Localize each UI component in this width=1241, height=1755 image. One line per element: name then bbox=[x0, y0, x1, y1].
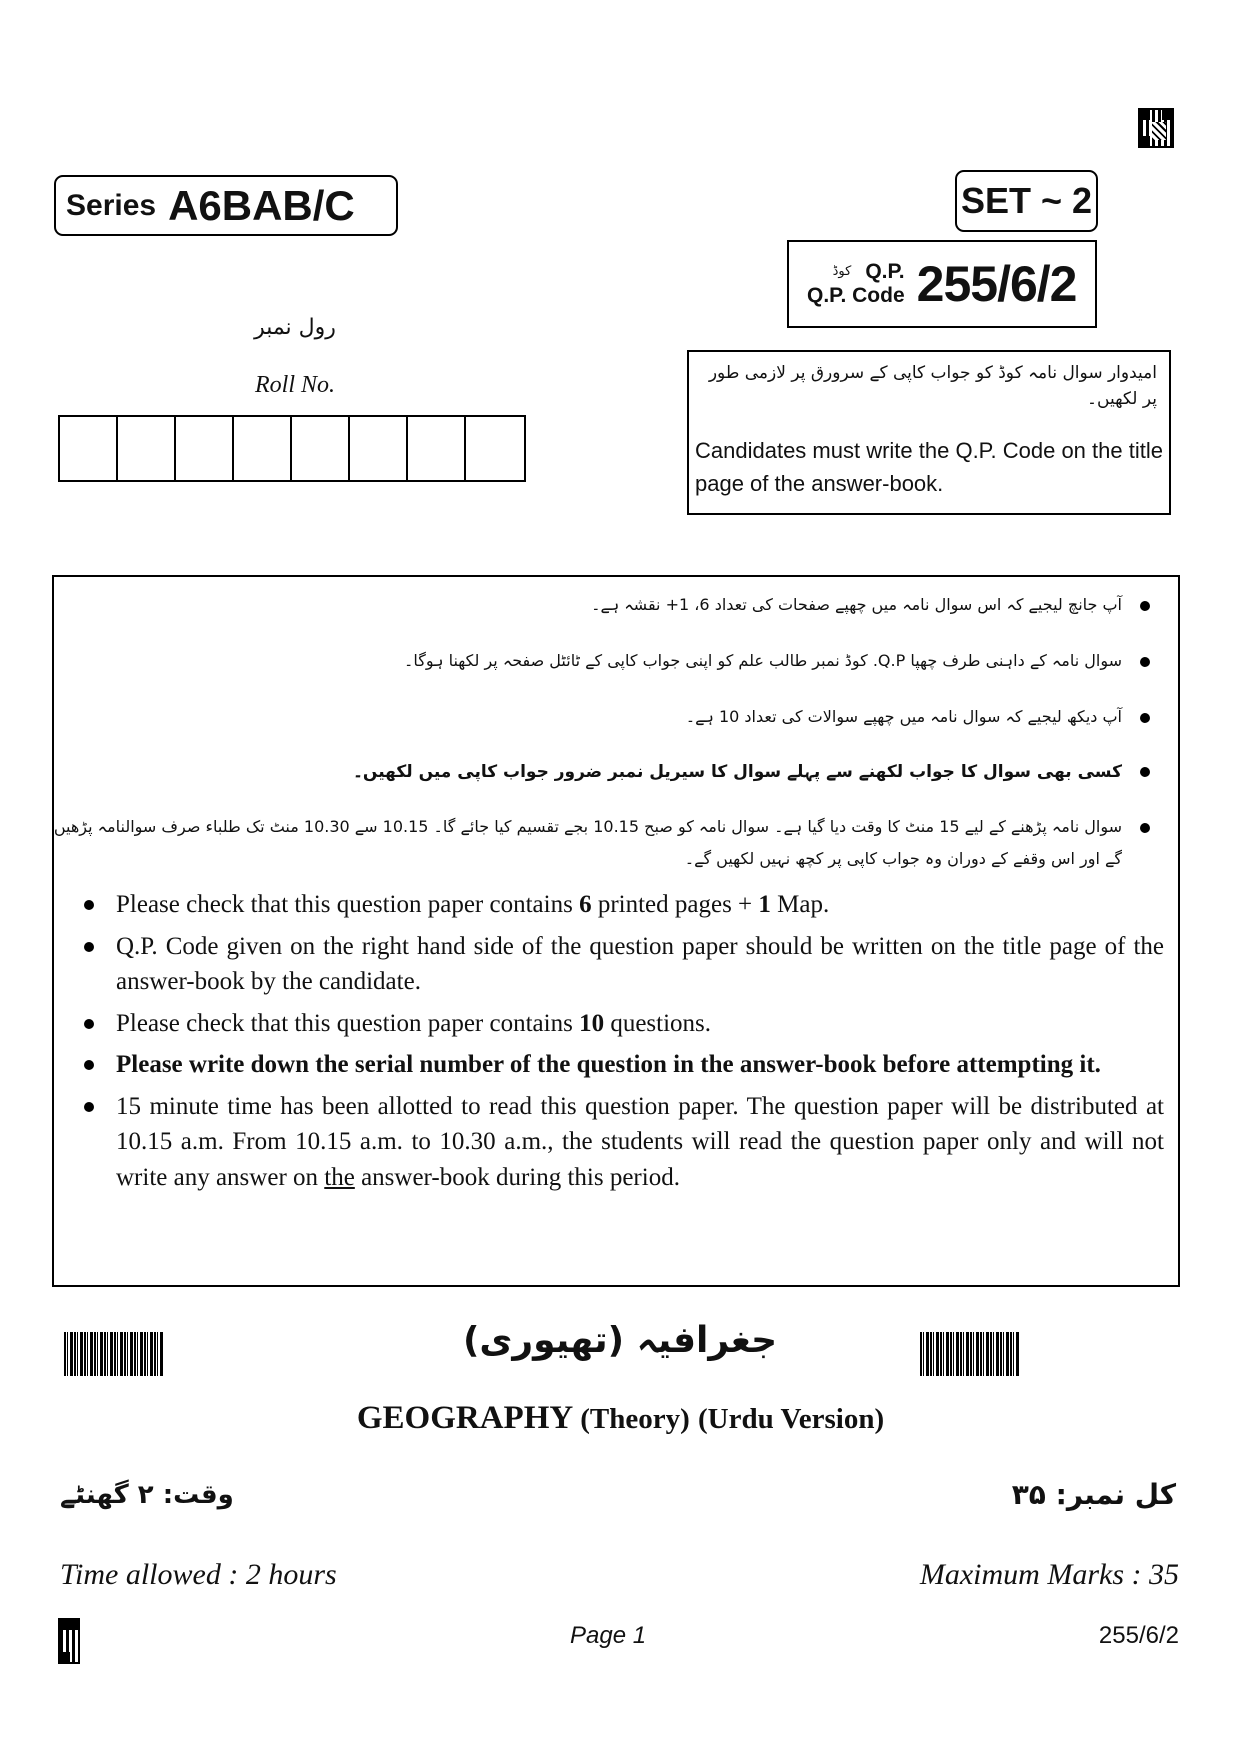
bullet-icon bbox=[1140, 601, 1150, 611]
candidate-notice-urdu: امیدوار سوال نامہ کوڈ کو جواب کاپی کے سرورق پر لازمی طور پر لکھیں۔ bbox=[708, 363, 1157, 409]
candidate-notice-english: Candidates must write the Q.P. Code on the title page of the answer-book. bbox=[695, 438, 1163, 496]
subject-title-urdu: جغرافیہ (تھیوری) bbox=[462, 1320, 778, 1361]
barcode-right bbox=[920, 1332, 1020, 1376]
subject-name: GEOGRAPHY bbox=[356, 1400, 572, 1436]
roll-cell[interactable] bbox=[234, 417, 292, 480]
roll-label-urdu: رول نمبر bbox=[254, 315, 336, 340]
qp-label-short: Q.P. bbox=[865, 260, 905, 283]
roll-cell[interactable] bbox=[60, 417, 118, 480]
english-instructions bbox=[84, 887, 1164, 1201]
max-marks: Maximum Marks : 35 bbox=[919, 1558, 1179, 1591]
instructions-box bbox=[52, 575, 1180, 1287]
roll-cell[interactable] bbox=[176, 417, 234, 480]
english-instruction-item: Please check that this question paper contains 6 printed pages + 1 Map. bbox=[84, 887, 1164, 923]
bullet-icon bbox=[1140, 767, 1150, 777]
bullet-icon bbox=[84, 1060, 94, 1070]
series-label: Series bbox=[66, 188, 157, 222]
roll-number-grid[interactable] bbox=[58, 415, 526, 482]
bullet-icon bbox=[1140, 657, 1150, 667]
candidate-notice-box bbox=[687, 350, 1171, 515]
urdu-instruction-item: سوال نامہ کے داہنی طرف چھپا Q.P. کوڈ نمبر طالب علم کو اپنی جواب کاپی کے ٹائٹل صفحہ پر لکھنا ہوگا۔ bbox=[404, 651, 1150, 670]
roll-cell[interactable] bbox=[408, 417, 466, 480]
roll-cell[interactable] bbox=[350, 417, 408, 480]
english-instruction-item-bold: Please write down the serial number of the question in the answer-book before attempting it. bbox=[84, 1047, 1164, 1083]
urdu-instruction-item-bold: کسی بھی سوال کا جواب لکھنے سے پہلے سوال کا سیریل نمبر ضرور جواب کاپی میں لکھیں۔ bbox=[353, 761, 1150, 782]
urdu-instruction-item: آپ دیکھ لیجیے کہ سوال نامہ میں چھپے سوالات کی تعداد 10 ہے۔ bbox=[686, 707, 1150, 726]
bullet-icon bbox=[84, 942, 94, 952]
qp-labels bbox=[807, 260, 905, 308]
max-marks-urdu: کل نمبر: ۳۵ bbox=[1011, 1478, 1176, 1511]
bullet-icon bbox=[1140, 713, 1150, 723]
roll-cell[interactable] bbox=[118, 417, 176, 480]
qp-code-box bbox=[787, 240, 1097, 328]
page-number: Page 1 bbox=[570, 1622, 647, 1649]
qp-label-urdu: کوڈ bbox=[832, 264, 852, 279]
bullet-icon bbox=[1140, 823, 1150, 833]
set-label: SET ~ 2 bbox=[960, 180, 1093, 221]
qr-code-bottom bbox=[58, 1618, 80, 1664]
urdu-instruction-continuation: گے اور اس وقفے کے دوران وہ جواب کاپی پر کچھ نہیں لکھیں گے۔ bbox=[684, 849, 1122, 868]
urdu-instruction-item: آپ جانچ لیجیے کہ اس سوال نامہ میں چھپے صفحات کی تعداد 6، 1+ نقشہ ہے۔ bbox=[591, 595, 1150, 614]
urdu-instruction-item: سوال نامہ پڑھنے کے لیے 15 منٹ کا وقت دیا گیا ہے۔ سوال نامہ کو صبح 10.15 بجے تقسیم کیا جائے گا۔ 10.15 سے 10.30 منٹ تک طلباء صرف سوالنامہ پڑھیں bbox=[54, 817, 1150, 836]
time-allowed: Time allowed : 2 hours bbox=[60, 1558, 337, 1591]
english-instruction-item: Q.P. Code given on the right hand side of the question paper should be written on the title page of the answer-book by the candidate. bbox=[84, 929, 1164, 1000]
roll-label: Roll No. bbox=[254, 372, 335, 398]
subject-title bbox=[0, 1400, 1241, 1437]
bullet-icon bbox=[84, 1102, 94, 1112]
subject-theory: (Theory) bbox=[580, 1403, 690, 1435]
qr-code-top bbox=[1138, 108, 1174, 148]
roll-cell[interactable] bbox=[292, 417, 350, 480]
set-box bbox=[955, 170, 1098, 232]
subject-version: (Urdu Version) bbox=[698, 1403, 885, 1435]
qp-code-number: 255/6/2 bbox=[916, 256, 1077, 312]
english-instruction-item: Please check that this question paper contains 10 questions. bbox=[84, 1006, 1164, 1042]
series-box bbox=[54, 175, 398, 236]
footer-qp-code: 255/6/2 bbox=[1098, 1622, 1179, 1649]
time-allowed-urdu: وقت: ۲ گھنٹے bbox=[60, 1480, 234, 1510]
qp-label-full: Q.P. Code bbox=[807, 284, 905, 307]
bullet-icon bbox=[84, 1019, 94, 1029]
roll-cell[interactable] bbox=[466, 417, 524, 480]
series-code: A6BAB/C bbox=[168, 181, 355, 229]
barcode-left bbox=[64, 1332, 164, 1376]
bullet-icon bbox=[84, 900, 94, 910]
english-instruction-item: 15 minute time has been allotted to read this question paper. The question paper will be distributed at 10.15 a.m. From 10.15 a.m. to 10.30 a.m., the students will read the question paper only and will not write any answer on the answer-book during this period. bbox=[84, 1089, 1164, 1196]
